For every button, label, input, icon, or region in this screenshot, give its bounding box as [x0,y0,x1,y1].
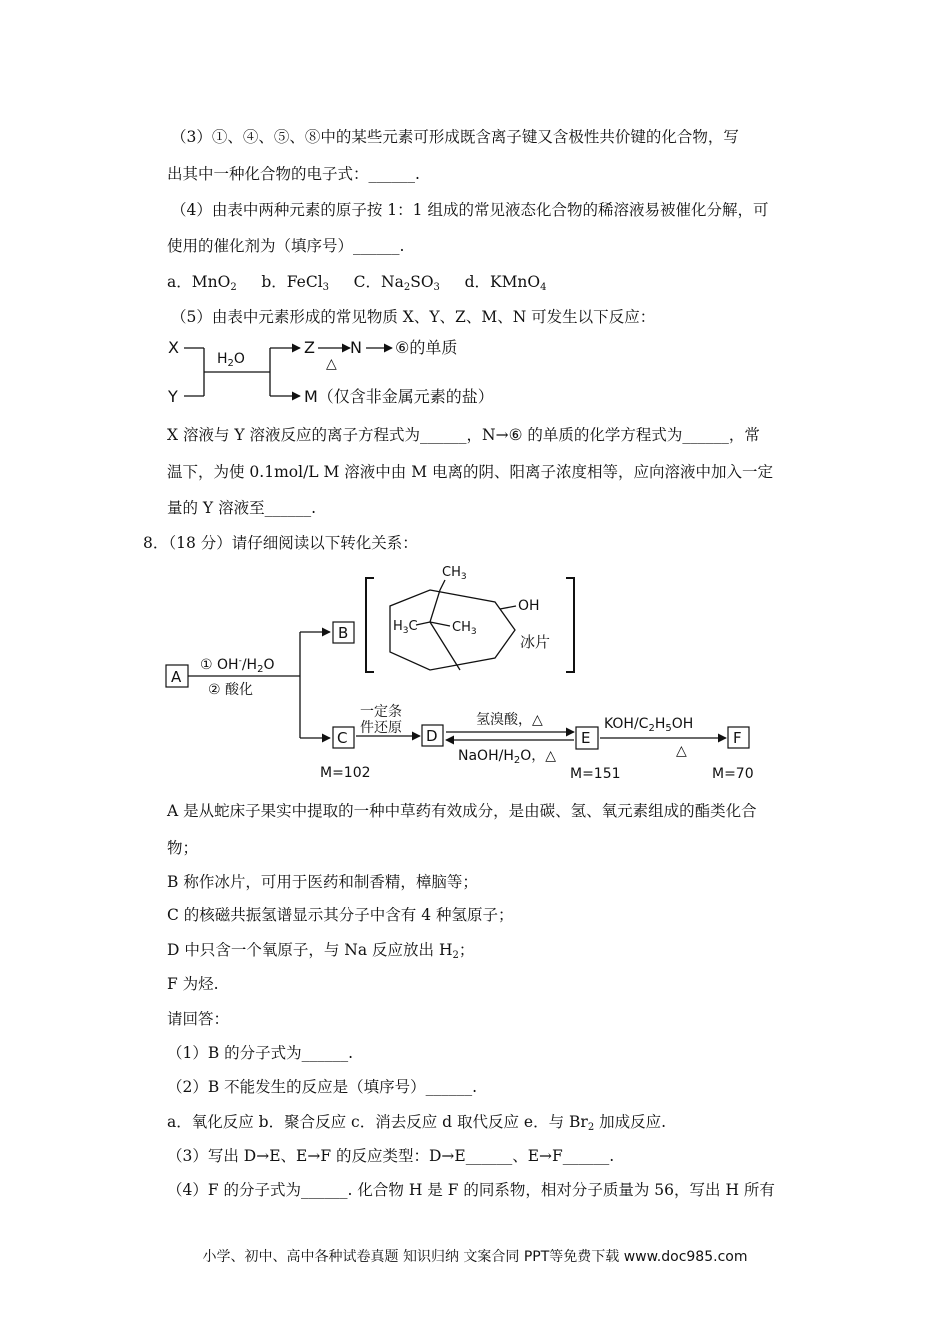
species-z: Z [304,338,315,357]
mass-f: M=70 [712,766,754,782]
label-d: D [426,727,438,745]
q8-info-1: A 是从蛇床子果实中提取的一种中草药有效成分，是由碳、氢、氧元素组成的酯类化合 [167,802,757,820]
species-n: N [350,338,362,357]
q7-part4-line1: （4）由表中两种元素的原子按 1：1 组成的常见液态化合物的稀溶液易被催化分解，可 [171,201,769,219]
q8-info-4: D 中只含一个氧原子，与 Na 反应放出 $H_2$； [167,941,475,961]
q8-info-1b: 物； [167,839,199,857]
mass-e: M=151 [570,766,621,782]
option-a: a．MnO$_2$ [167,273,237,293]
q8-title: 8．（18 分）请仔细阅读以下转化关系： [143,534,418,552]
left-bracket [366,578,374,672]
borneol-bridge-1 [430,590,440,622]
product-element-6: ⑥的单质 [395,338,458,357]
delta-ef: △ [676,743,687,759]
methyl-mid: $CH_3$ [452,620,477,637]
q8-sub-4: （4）F 的分子式为______. 化合物 H 是 F 的同系物，相对分子质量为 56，写出 H 所有 [167,1181,775,1199]
hydroxyl-oh: OH [518,598,540,614]
mass-c: M=102 [320,765,371,781]
q8-sub-2-options: a．氧化反应 b．聚合反应 c．消去反应 d 取代反应 e．与 $Br_2$ 加成反应. [167,1113,667,1133]
species-x: X [168,338,179,357]
bond-oh [500,606,516,609]
species-y: Y [168,387,178,406]
q7-part5-line1: X 溶液与 Y 溶液反应的离子方程式为______，N→⑥ 的单质的化学方程式为______，常 [167,426,760,444]
q8-info-2: B 称作冰片，可用于医药和制香精，樟脑等； [167,873,478,891]
q7-part5-line3: 量的 Y 溶液至______. [167,499,317,517]
q7-part3-line1: （3）①、④、⑤、⑧中的某些元素可形成既含离子键又含极性共价键的化合物，写 [171,128,739,146]
q7-part5-intro: （5）由表中元素形成的常见物质 X、Y、Z、M、N 可发生以下反应： [171,308,656,326]
option-b: b．FeCl$_3$ [261,273,330,293]
q8-ask: 请回答： [167,1010,230,1028]
q7-part4-line2: 使用的催化剂为（填序号）______. [167,237,405,255]
q8-info-5: F 为烃. [167,975,219,993]
bond-ch3-top [440,580,445,590]
delta-heat: △ [326,356,337,372]
q8-sub-1: （1）B 的分子式为______. [167,1044,354,1062]
cond-reduce-1: 一定条 [360,704,402,720]
right-bracket [566,578,574,672]
cond-hbr: 氢溴酸，△ [476,712,543,728]
q7-part4-options [167,272,547,292]
label-a: A [171,668,182,686]
cond-hydrolysis: ① $OH^-/H_2O$ [200,656,275,675]
label-b: B [338,624,349,642]
methyl-top: $CH_3$ [442,565,467,582]
option-c: C．$Na_2SO_3$ [353,273,440,293]
borneol-name: 冰片 [520,633,551,651]
cond-naoh: NaOH/$H_2O$，△ [458,748,557,766]
cond-acidify: ② 酸化 [208,682,254,698]
q8-sub-3: （3）写出 D→E、E→F 的反应类型：D→E______、E→F______. [167,1147,615,1165]
reaction-scheme-2 [160,556,800,786]
label-c: C [337,729,348,747]
reaction-scheme-1 [160,330,540,414]
cond-reduce-2: 件还原 [360,720,402,736]
reagent-water: $H_2O$ [217,351,245,369]
q8-sub-2: （2）B 不能发生的反应是（填序号）______. [167,1078,478,1096]
q7-part5-line2: 温下，为使 0.1mol/L M 溶液中由 M 电离的阴、阳离子浓度相等，应向溶液中加入一定 [167,463,774,481]
q8-info-3: C 的核磁共振氢谱显示其分子中含有 4 种氢原子； [167,906,514,924]
cond-koh: KOH/$C_2H_5OH$ [604,716,694,734]
label-f: F [733,729,742,747]
species-m: M（仅含非金属元素的盐） [304,387,494,406]
bond-h3c [416,622,430,625]
bond-ch3-mid [430,622,450,626]
q7-part3-line2: 出其中一种化合物的电子式：______. [167,165,420,183]
label-e: E [581,729,591,747]
option-d: d．KMnO$_4$ [464,273,547,293]
methyl-h3c: $H_3C$ [393,619,418,636]
page-footer: 小学、初中、高中各种试卷真题 知识归纳 文案合同 PPT等免费下载 www.doc985.com [202,1249,748,1265]
